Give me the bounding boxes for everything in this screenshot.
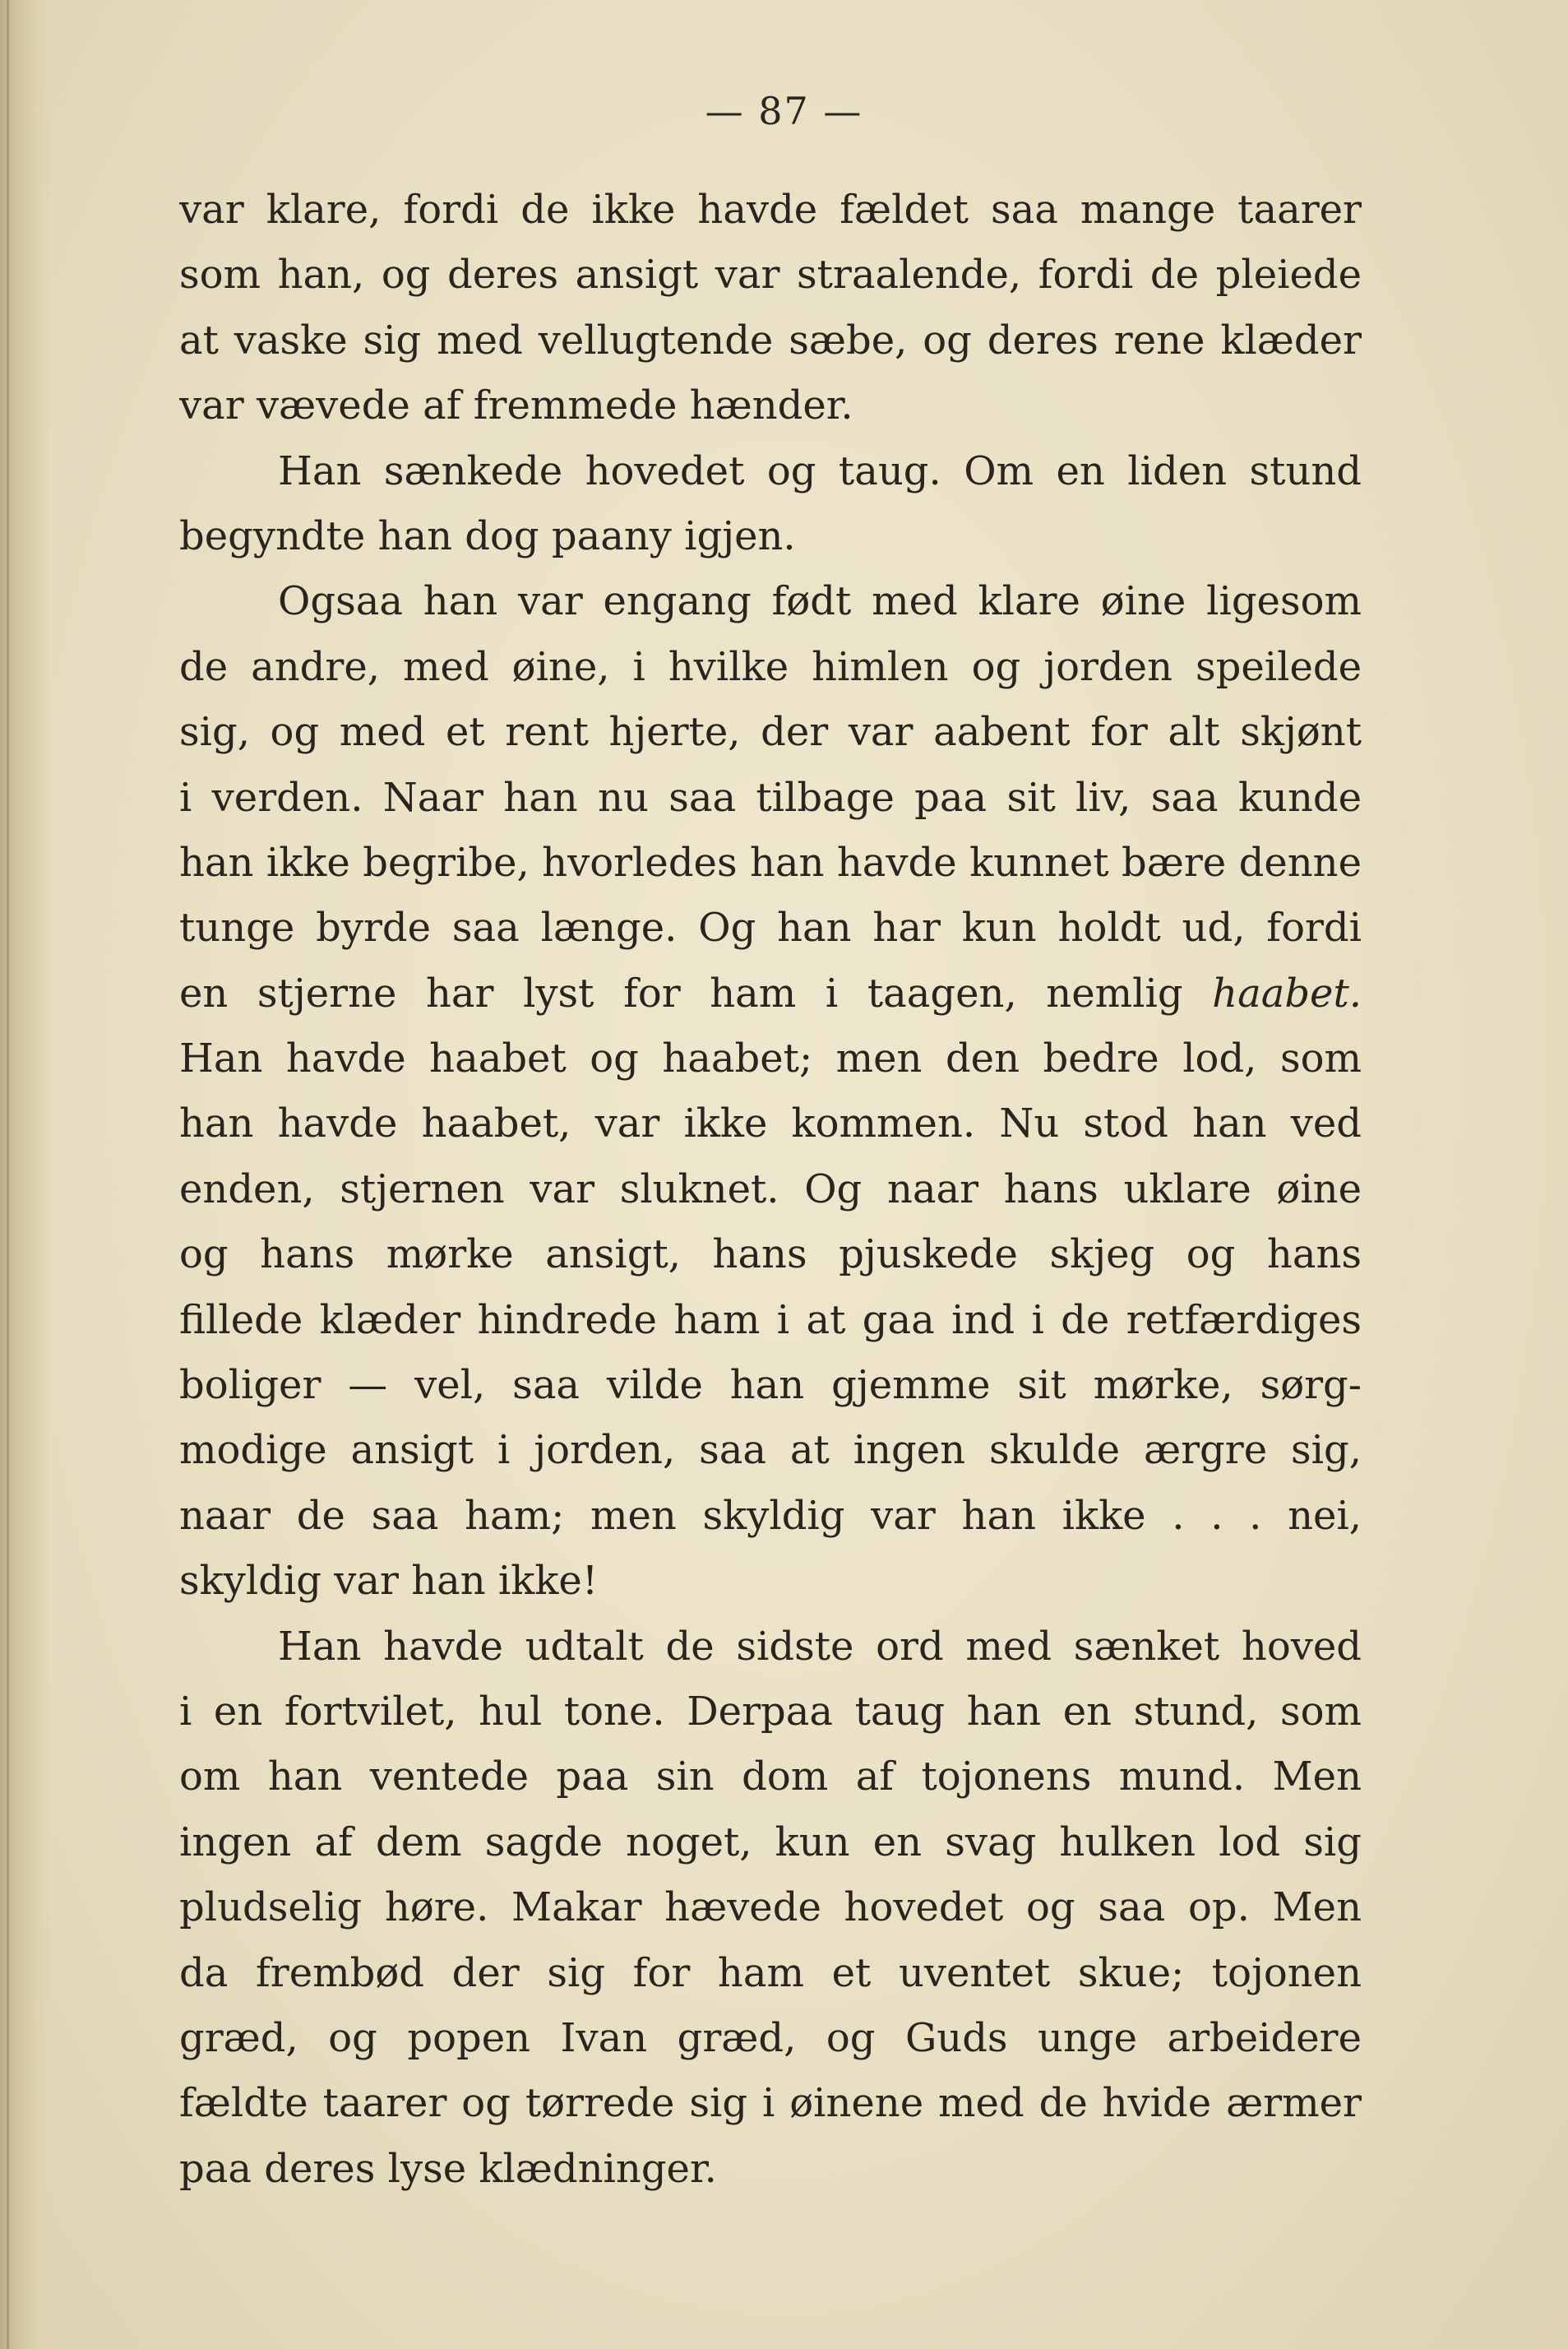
text-line [179, 766, 1362, 831]
text-line [179, 635, 1362, 700]
text-line-content: da frembød der sig for ham et uventet skue; tojonen [179, 1949, 1362, 1996]
text-line [179, 1353, 1362, 1418]
text-line [179, 308, 1362, 373]
text-line-content: enden, stjernen var sluknet. Og naar hans uklare øine [179, 1165, 1362, 1212]
text-line-content: var vævede af fremmede hænder. [179, 382, 853, 429]
text-line-content: paa deres lyse klædninger. [179, 2145, 717, 2192]
text-line-content: græd, og popen Ivan græd, og Guds unge arbeidere [179, 2014, 1362, 2061]
text-line-content: at vaske sig med vellugtende sæbe, og deres rene klæder [179, 317, 1362, 364]
text-line [179, 1941, 1362, 2006]
text-line-content: boliger — vel, saa vilde han gjemme sit mørke, sørg- [179, 1362, 1362, 1409]
text-line [179, 1484, 1362, 1549]
text-line-content: sig, og med et rent hjerte, der var aabent for alt skjønt [179, 709, 1362, 756]
text-line [179, 1288, 1362, 1353]
text-line-content: fillede klæder hindrede ham i at gaa ind i de retfærdiges [179, 1296, 1362, 1343]
text-line [179, 2006, 1362, 2071]
text-line-content: han havde haabet, var ikke kommen. Nu stod han ved [179, 1100, 1362, 1147]
text-line-content: i verden. Naar han nu saa tilbage paa sit liv, saa kunde [179, 774, 1362, 821]
text-line [179, 1680, 1362, 1744]
text-line-content: pludselig høre. Makar hævede hovedet og saa op. Men [179, 1884, 1362, 1931]
italic-word: haabet. [1212, 970, 1362, 1017]
text-line-content: Ogsaa han var engang født med klare øine ligesom [278, 578, 1362, 625]
text-line [179, 439, 1362, 504]
text-line-content: Han sænkede hovedet og taug. Om en liden stund [278, 447, 1362, 494]
text-line [179, 373, 1362, 438]
text-line-content: de andre, med øine, i hvilke himlen og jorden speilede [179, 643, 1362, 690]
text-line-content: som han, og deres ansigt var straalende, fordi de pleiede [179, 252, 1362, 299]
text-line-content: tunge byrde saa længe. Og han har kun holdt ud, fordi [179, 905, 1362, 952]
page-number: — 87 — [705, 89, 863, 133]
text-line-content: han ikke begribe, hvorledes han havde kunnet bære denne [179, 839, 1362, 886]
body-text [179, 178, 1362, 2202]
text-line [179, 1418, 1362, 1483]
text-line-content: naar de saa ham; men skyldig var han ikke . . . nei, [179, 1492, 1362, 1539]
text-line [179, 243, 1362, 308]
text-line-content: i en fortvilet, hul tone. Derpaa taug han en stund, som [179, 1688, 1362, 1735]
text-line-content: modige ansigt i jorden, saa at ingen skulde ærgre sig, [179, 1427, 1362, 1474]
text-line [179, 1549, 1362, 1614]
text-line [179, 504, 1362, 569]
text-line-content: var klare, fordi de ikke havde fældet saa mange taarer [179, 187, 1362, 233]
text-line [179, 178, 1362, 243]
text-line-content: begyndte han dog paany igjen. [179, 512, 796, 559]
text-line [179, 1875, 1362, 1940]
text-line [179, 700, 1362, 765]
text-line [179, 2137, 1362, 2202]
text-line [179, 1026, 1362, 1091]
text-line [179, 2071, 1362, 2136]
text-line [179, 569, 1362, 634]
text-line [179, 1222, 1362, 1287]
text-line [179, 1744, 1362, 1809]
binding-edge [7, 0, 9, 2349]
page-gutter [0, 0, 51, 2349]
text-line-content: Han havde udtalt de sidste ord med sænket hoved [278, 1623, 1362, 1670]
text-line-content: om han ventede paa sin dom af tojonens mund. Men [179, 1754, 1362, 1800]
text-line [179, 831, 1362, 896]
text-line [179, 1157, 1362, 1222]
text-line-content: og hans mørke ansigt, hans pjuskede skjeg og hans [179, 1231, 1362, 1278]
text-line [179, 896, 1362, 961]
text-line-content: ingen af dem sagde noget, kun en svag hulken lod sig [179, 1819, 1362, 1865]
text-line [179, 1810, 1362, 1875]
text-line [179, 1091, 1362, 1156]
text-line [179, 961, 1362, 1026]
text-line [179, 1615, 1362, 1680]
text-line-content: fældte taarer og tørrede sig i øinene med de hvide ærmer [179, 2080, 1362, 2127]
text-line-content: en stjerne har lyst for ham i taagen, nemlig [179, 970, 1213, 1017]
text-line-content: skyldig var han ikke! [179, 1558, 599, 1605]
text-line-content: Han havde haabet og haabet; men den bedre lod, som [179, 1036, 1362, 1082]
